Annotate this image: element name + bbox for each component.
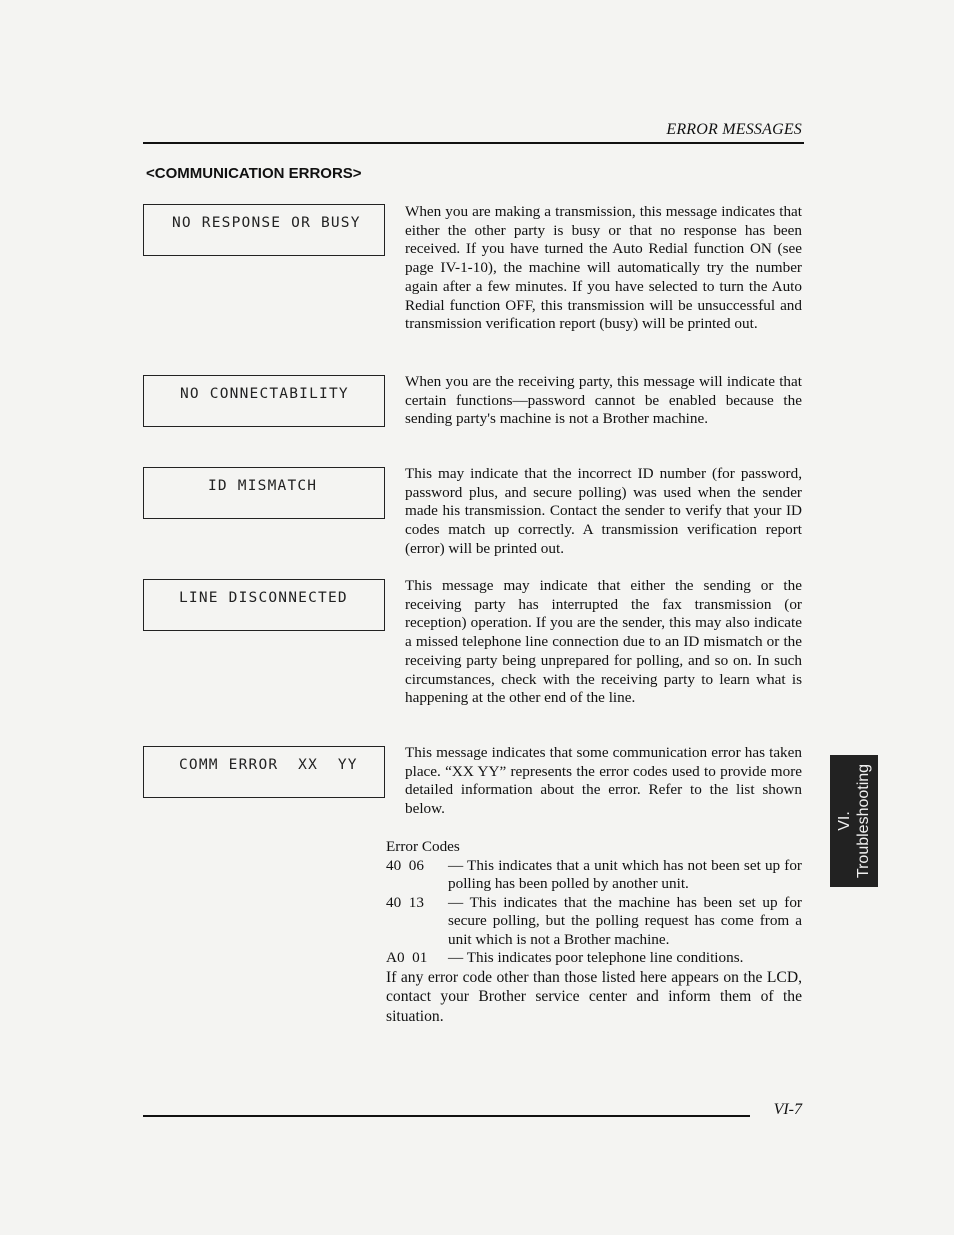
error-description: This message may indicate that either the sending or the receiving party has interrupted the fax transmission (or reception) operation. If you are the sender, this may also indicate a missed telephone line connection due to an ID mismatch or the receiving party being unprepared for polling, and so on. In such circumstances, check with the receiving party to learn what is happening at the other end of the line. xyxy=(405,577,802,707)
lcd-message-box xyxy=(143,746,385,798)
page-number: VI-7 xyxy=(773,1101,802,1118)
error-codes-title: Error Codes xyxy=(386,838,460,855)
lcd-message-box xyxy=(143,204,385,256)
footer-rule xyxy=(143,1115,750,1117)
chapter-number: VI. xyxy=(836,811,853,831)
error-code: A0 01 xyxy=(386,949,428,966)
error-code-item xyxy=(386,894,802,950)
error-code-text: — This indicates that the machine has been set up for secure polling, but the polling request has come from a unit which is not a Brother machine. xyxy=(448,893,802,948)
error-code-text: — This indicates poor telephone line conditions. xyxy=(448,949,744,966)
chapter-thumb-tab xyxy=(830,755,878,887)
section-heading: <COMMUNICATION ERRORS> xyxy=(146,165,362,182)
chapter-title: Troubleshooting xyxy=(855,763,872,879)
error-description: When you are making a transmission, this message indicates that either the other party is busy or that no response has been received. If you have turned the Auto Redial function ON (see page IV-1-10), the machine will automatically try the number again after a few minutes. If you have selected to turn the Auto Redial function OFF, this transmission will be unsuccessful and transmission verification report (busy) will be printed out. xyxy=(405,203,802,333)
header-rule xyxy=(143,142,804,144)
lcd-message-box xyxy=(143,467,385,519)
error-codes-list xyxy=(386,838,802,1026)
running-header-title: ERROR MESSAGES xyxy=(666,121,802,138)
lcd-message-text: NO CONNECTABILITY xyxy=(180,386,349,402)
error-code-item xyxy=(386,857,802,894)
lcd-message-text: COMM ERROR XX YY xyxy=(179,757,358,773)
lcd-message-box xyxy=(143,579,385,631)
error-description: When you are the receiving party, this message will indicate that certain functions—password cannot be enabled because the sending party's machine is not a Brother machine. xyxy=(405,373,802,428)
lcd-message-text: NO RESPONSE OR BUSY xyxy=(172,215,361,231)
error-code-item xyxy=(386,949,802,968)
error-codes-closing-note: If any error code other than those listed here appears on the LCD, contact your Brother service center and inform them of the situation. xyxy=(386,968,802,1025)
error-code: 40 06 xyxy=(386,856,424,874)
error-description: This message indicates that some communication error has taken place. “XX YY” represents the error codes used to provide more detailed information about the error. Refer to the list shown below. xyxy=(405,744,802,818)
lcd-message-box xyxy=(143,375,385,427)
error-code: 40 13 xyxy=(386,893,424,911)
lcd-message-text: LINE DISCONNECTED xyxy=(179,590,348,606)
error-code-text: — This indicates that a unit which has not been set up for polling has been polled by another unit. xyxy=(448,856,802,892)
error-description: This may indicate that the incorrect ID number (for password, password plus, and secure polling) was used when the sender made his transmission. Contact the sender to verify that your ID codes match up correctly. A transmission verification report (error) will be printed out. xyxy=(405,465,802,557)
chapter-thumb-tab-label xyxy=(835,764,873,878)
lcd-message-text: ID MISMATCH xyxy=(208,478,318,494)
